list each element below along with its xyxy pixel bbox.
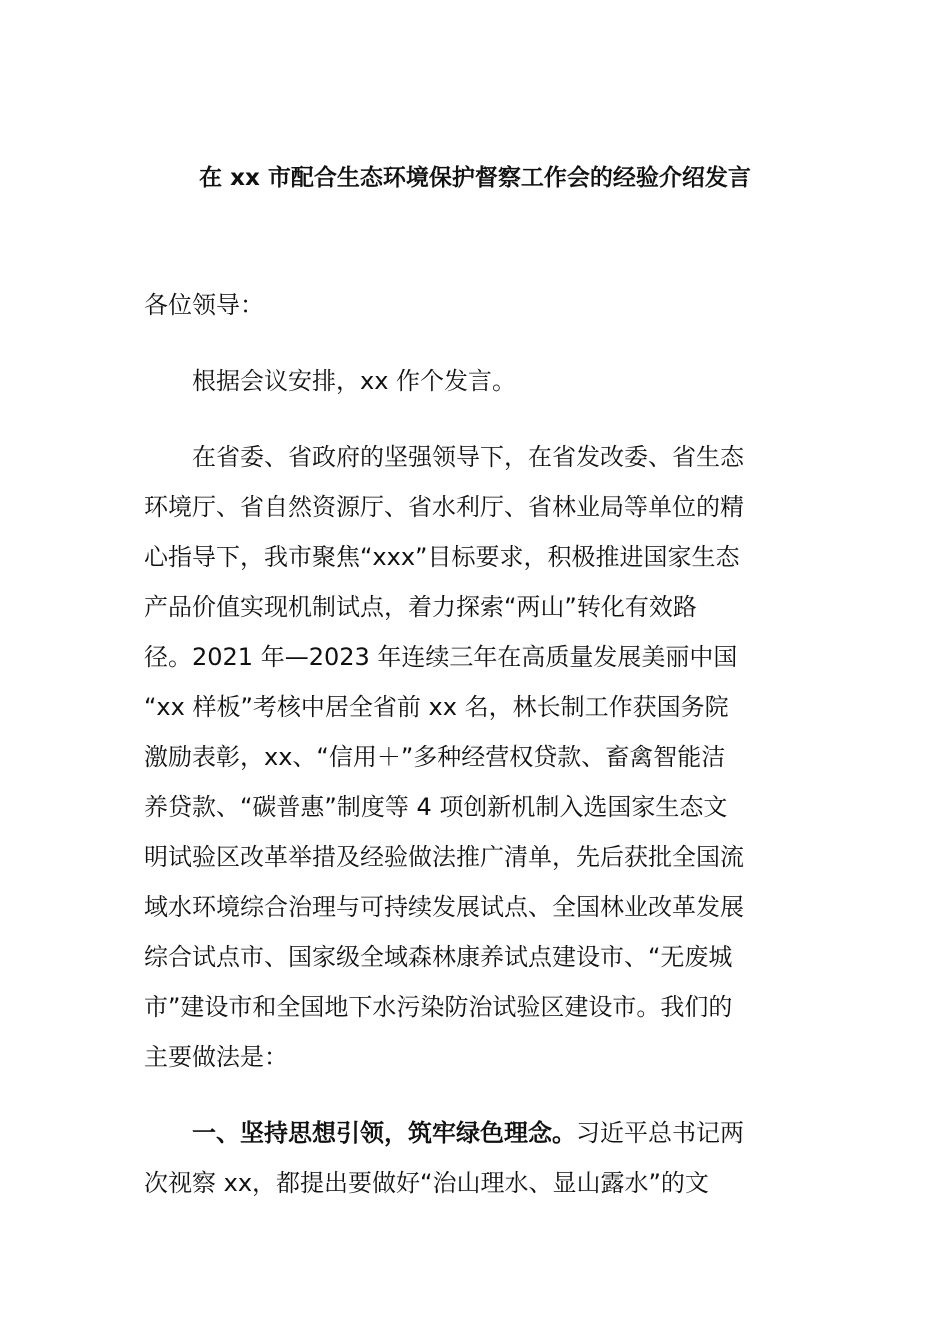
paragraph-3-line: 次视察 xx，都提出要做好“治山理水、显山露水”的文 [144, 1169, 709, 1197]
paragraph-2-line: 在省委、省政府的坚强领导下，在省发改委、省生态 [192, 443, 744, 471]
paragraph-2-line: 综合试点市、国家级全域森林康养试点建设市、“无废城 [144, 943, 733, 971]
paragraph-2-line: 市”建设市和全国地下水污染防治试验区建设市。我们的 [144, 993, 733, 1021]
salutation: 各位领导： [144, 291, 264, 319]
paragraph-2-line: 产品价值实现机制试点，着力探索“两山”转化有效路 [144, 593, 697, 621]
paragraph-2-line: 主要做法是： [144, 1043, 288, 1071]
paragraph-2-line: 明试验区改革举措及经验做法推广清单，先后获批全国流 [144, 843, 744, 871]
paragraph-2-line: 域水环境综合治理与可持续发展试点、全国林业改革发展 [144, 893, 744, 921]
paragraph-2-line: “xx 样板”考核中居全省前 xx 名，林长制工作获国务院 [144, 693, 729, 721]
paragraph-3 [144, 1108, 808, 1208]
paragraph-2-line: 养贷款、“碳普惠”制度等 4 项创新机制入选国家生态文 [144, 793, 728, 821]
paragraph-3-line [144, 1108, 808, 1158]
paragraph-2-line: 激励表彰，xx、“信用＋”多种经营权贷款、畜禽智能洁 [144, 743, 726, 771]
paragraph-1: 根据会议安排，xx 作个发言。 [192, 367, 517, 395]
section-heading: 一、坚持思想引领，筑牢绿色理念。 [192, 1119, 576, 1147]
paragraph-3-text: 习近平总书记两 [576, 1119, 744, 1147]
paragraph-2-line: 环境厅、省自然资源厅、省水利厅、省林业局等单位的精 [144, 493, 744, 521]
paragraph-2-line: 径。2021 年—2023 年连续三年在高质量发展美丽中国 [144, 643, 738, 671]
document-title: 在 xx 市配合生态环境保护督察工作会的经验介绍发言 [199, 165, 751, 191]
paragraph-2 [144, 432, 808, 1082]
document-body [144, 280, 808, 1208]
paragraph-2-line: 心指导下，我市聚焦“xxx”目标要求，积极推进国家生态 [144, 543, 740, 571]
